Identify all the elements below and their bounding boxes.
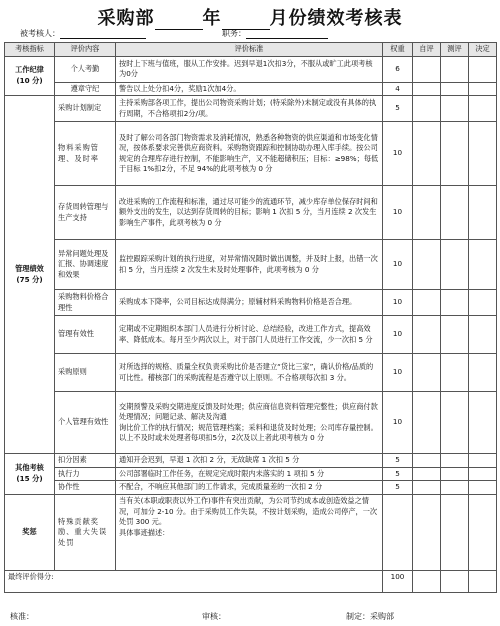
row-content: 遵章守纪 (55, 82, 116, 96)
row-content: 采购计划制定 (55, 96, 116, 122)
peer-score-cell[interactable] (441, 494, 469, 570)
position-label: 职务： (222, 29, 246, 38)
row-weight: 10 (383, 240, 413, 290)
category-performance: 管理绩效 (75 分) (5, 96, 55, 454)
self-score-cell[interactable] (413, 392, 441, 454)
peer-score-cell[interactable] (441, 290, 469, 316)
self-score-cell[interactable] (413, 96, 441, 122)
table-row (5, 494, 497, 570)
footer-reviewer: 审核： (202, 612, 226, 621)
row-content: 采购原则 (55, 354, 116, 392)
peer-total-cell[interactable] (441, 570, 469, 592)
title-year: 年 (202, 8, 222, 29)
table-row (5, 186, 497, 240)
row-weight (383, 494, 413, 570)
table-header-row (5, 43, 497, 57)
row-content: 个人考勤 (55, 56, 116, 82)
row-content: 异常问题处理及汇报、协调速度和效果 (55, 240, 116, 290)
row-standard: 当有关(本职或职责以外工作)事件有突出贡献，为公司节约成本或创造效益之情况，可加分 2-10 分。由于采购员工作失误，不按计划采购，造成公司停产，一次处罚 300 元。 具体事迹描述： (116, 494, 383, 570)
final-score-cell[interactable] (469, 56, 497, 82)
final-score-cell[interactable] (469, 122, 497, 186)
category-other: 其他考核 (15 分) (5, 454, 55, 495)
position-field (222, 28, 328, 39)
row-content: 个人管理有效性 (55, 392, 116, 454)
self-score-cell[interactable] (413, 56, 441, 82)
category-discipline: 工作纪律 (10 分) (5, 56, 55, 96)
table-row (5, 122, 497, 186)
row-weight: 5 (383, 481, 413, 495)
final-score-cell[interactable] (469, 186, 497, 240)
year-blank[interactable] (155, 13, 203, 30)
table-row (5, 454, 497, 468)
assessee-field (20, 28, 146, 39)
table-row (5, 56, 497, 82)
final-score-cell[interactable] (469, 82, 497, 96)
table-row (5, 392, 497, 454)
final-score-cell[interactable] (469, 290, 497, 316)
self-score-cell[interactable] (413, 186, 441, 240)
position-input[interactable] (246, 29, 328, 39)
self-score-cell[interactable] (413, 316, 441, 354)
footer-maker: 制定：采购部 (346, 612, 394, 621)
self-score-cell[interactable] (413, 494, 441, 570)
row-content: 物料采购管理、及时率 (55, 122, 116, 186)
row-standard: 通知开会迟到，早退 1 次扣 2 分，无故缺席 1 次扣 5 分 (116, 454, 383, 468)
assessee-label: 被考核人： (20, 29, 60, 38)
peer-score-cell[interactable] (441, 481, 469, 495)
row-standard: 交期预警及采购交期进度反馈及时处理；供应商信息资料管理完整性；供应商付款处理情况；问题记录、解决及沟通 询比价工作的执行情况；规范管理档案；采料和退货及时处理；公司库存量控制。以上不及时或未处理者每项扣5分，2次及以上者此项考核为 0 分 (116, 392, 383, 454)
row-standard: 采购成本下降率，公司目标达成得满分；原辅材料采购物料价格是否合理。 (116, 290, 383, 316)
title-suffix: 月份绩效考核表 (269, 8, 403, 29)
self-score-cell[interactable] (413, 240, 441, 290)
row-weight: 6 (383, 56, 413, 82)
self-score-cell[interactable] (413, 454, 441, 468)
row-weight: 5 (383, 96, 413, 122)
final-score-cell[interactable] (469, 392, 497, 454)
final-score-label: 最终评价得分: (5, 570, 383, 592)
row-content: 存货周转管理与生产支持 (55, 186, 116, 240)
assessee-input[interactable] (60, 29, 146, 39)
table-row (5, 82, 497, 96)
row-weight: 5 (383, 467, 413, 481)
row-weight: 10 (383, 392, 413, 454)
category-reward: 奖惩 (5, 494, 55, 570)
row-standard: 按时上下班与值班，服从工作安排。迟到早退1次扣3分，不服从或旷工此项考核为0分 (116, 56, 383, 82)
row-weight: 10 (383, 186, 413, 240)
row-content: 采购物料价格合理性 (55, 290, 116, 316)
row-standard: 不配合，不响应其他部门的工作请求，完成质量差的一次扣 2 分 (116, 481, 383, 495)
row-content: 特殊贡献奖励、重大失误处罚 (55, 494, 116, 570)
self-score-cell[interactable] (413, 354, 441, 392)
table-row (5, 290, 497, 316)
final-score-cell[interactable] (469, 96, 497, 122)
row-weight: 4 (383, 82, 413, 96)
peer-score-cell[interactable] (441, 240, 469, 290)
row-standard: 改进采购的工作流程和标准，通过尽可能少的流通环节，减少库存单位保存时间和额外支出的发生，以达到存货周转的目标；影响 1 次扣 5 分，当月连续 2 次发生影响生产事件，此项考核为 0 分 (116, 186, 383, 240)
row-standard: 公司部署临时工作任务，在规定完成时限内未落实的 1 项扣 5 分 (116, 467, 383, 481)
row-content: 扣分因素 (55, 454, 116, 468)
row-standard: 定期或不定期组织本部门人员进行分析讨论、总结经验，改进工作方式，提高效率、降低成本。每月至少两次以上，对于部门人员进行工作交流，少一次扣 5 分 (116, 316, 383, 354)
row-standard: 警告以上处分扣4分，奖励1次加4分。 (116, 82, 383, 96)
peer-score-cell[interactable] (441, 96, 469, 122)
peer-score-cell[interactable] (441, 56, 469, 82)
row-standard: 及时了解公司各部门物资需求及消耗情况，熟悉各种物资的供应渠道和市场变化情况，按体系要求完善供应商资料。采购物资跟踪和控制协助办理入库手续。按公司规定的合理库存进行控制，不能影响生产，又不能超储积压；目标：≥98%；每低于目标 1%扣2分，不足 94%的此项考核为 0 分 (116, 122, 383, 186)
table-row (5, 354, 497, 392)
final-total-cell[interactable] (469, 570, 497, 592)
title-department: 采购部 (97, 8, 155, 29)
row-weight: 10 (383, 122, 413, 186)
header-self-eval: 自评 (413, 43, 441, 57)
footer-approver: 核准： (10, 612, 34, 621)
self-score-cell[interactable] (413, 82, 441, 96)
row-standard: 监控跟踪采购计划的执行进度，对异常情况随时做出调整，并及时上报，出错一次扣 5 分，当月连续 2 次发生未及时处理事件，此项考核为 0 分 (116, 240, 383, 290)
self-score-cell[interactable] (413, 122, 441, 186)
form-title (0, 4, 500, 30)
final-score-cell[interactable] (469, 354, 497, 392)
peer-score-cell[interactable] (441, 354, 469, 392)
row-weight: 5 (383, 454, 413, 468)
self-score-cell[interactable] (413, 467, 441, 481)
peer-score-cell[interactable] (441, 392, 469, 454)
header-indicator: 考核指标 (5, 43, 55, 57)
total-weight: 100 (383, 570, 413, 592)
row-weight: 10 (383, 290, 413, 316)
peer-score-cell[interactable] (441, 467, 469, 481)
peer-score-cell[interactable] (441, 82, 469, 96)
self-total-cell[interactable] (413, 570, 441, 592)
row-weight: 10 (383, 354, 413, 392)
row-content: 执行力 (55, 467, 116, 481)
final-score-cell[interactable] (469, 240, 497, 290)
self-score-cell[interactable] (413, 481, 441, 495)
table-row (5, 481, 497, 495)
peer-score-cell[interactable] (441, 316, 469, 354)
table-row (5, 316, 497, 354)
header-content: 评价内容 (55, 43, 116, 57)
review-table (4, 42, 497, 593)
row-weight: 10 (383, 316, 413, 354)
row-content: 协作性 (55, 481, 116, 495)
header-weight: 权重 (383, 43, 413, 57)
final-score-cell[interactable] (469, 481, 497, 495)
table-row (5, 96, 497, 122)
peer-score-cell[interactable] (441, 186, 469, 240)
final-score-cell[interactable] (469, 494, 497, 570)
row-standard: 主持采购部各项工作，提出公司物资采购计划；(特采除外)未制定或没有具体的执行周期，不合格项扣2分/项。 (116, 96, 383, 122)
final-score-cell[interactable] (469, 316, 497, 354)
final-score-cell[interactable] (469, 467, 497, 481)
table-row (5, 240, 497, 290)
final-score-row (5, 570, 497, 592)
final-score-cell[interactable] (469, 454, 497, 468)
header-peer-eval: 测评 (441, 43, 469, 57)
peer-score-cell[interactable] (441, 454, 469, 468)
row-standard: 对所选择的规格、质量全权负责采购比价是否建立“货比三家”，确认价格/品质的可比性。稽核部门的采购流程是否遵守以上原则。不合格项每次扣 3 分。 (116, 354, 383, 392)
peer-score-cell[interactable] (441, 122, 469, 186)
header-final: 决定 (469, 43, 497, 57)
self-score-cell[interactable] (413, 290, 441, 316)
table-row (5, 467, 497, 481)
row-content: 管理有效性 (55, 316, 116, 354)
header-standard: 评价标准 (116, 43, 383, 57)
